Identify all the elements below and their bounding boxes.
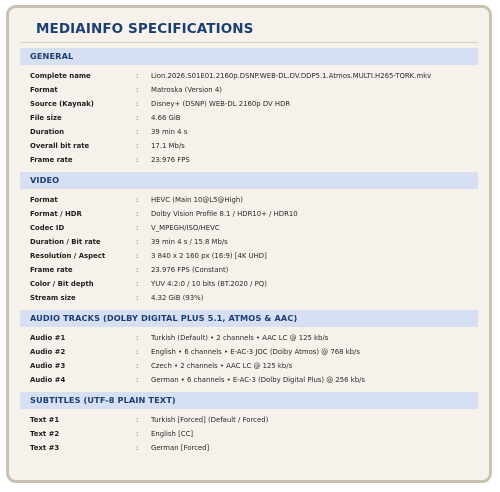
spec-value: 23.976 FPS — [151, 156, 190, 164]
spec-label: File size — [30, 114, 62, 122]
spec-row — [20, 291, 478, 305]
spec-value: V_MPEGH/ISO/HEVC — [151, 224, 220, 232]
spec-row — [20, 373, 478, 387]
spec-row — [20, 413, 478, 427]
spec-separator: : — [136, 224, 139, 232]
spec-value: 39 min 4 s / 15.8 Mb/s — [151, 238, 228, 246]
spec-separator: : — [136, 142, 139, 150]
spec-separator: : — [136, 362, 139, 370]
spec-row — [20, 83, 478, 97]
spec-separator: : — [136, 430, 139, 438]
spec-separator: : — [136, 114, 139, 122]
spec-row — [20, 139, 478, 153]
spec-label: Duration — [30, 128, 64, 136]
section-header: AUDIO TRACKS (DOLBY DIGITAL PLUS 5.1, ATMOS & AAC) — [20, 310, 478, 327]
title-divider — [20, 42, 478, 43]
spec-row — [20, 359, 478, 373]
spec-label: Audio #1 — [30, 334, 66, 342]
section-header: SUBTITLES (UTF-8 PLAIN TEXT) — [20, 392, 478, 409]
section-rows — [20, 65, 478, 167]
section-rows — [20, 189, 478, 305]
section-rows — [20, 327, 478, 387]
spec-value: YUV 4:2:0 / 10 bits (BT.2020 / PQ) — [151, 280, 267, 288]
spec-label: Source (Kaynak) — [30, 100, 94, 108]
spec-label: Text #3 — [30, 444, 60, 452]
spec-row — [20, 97, 478, 111]
spec-row — [20, 69, 478, 83]
spec-label: Stream size — [30, 294, 76, 302]
spec-row — [20, 277, 478, 291]
spec-label: Text #1 — [30, 416, 60, 424]
spec-row — [20, 125, 478, 139]
spec-value: Turkish [Forced] (Default / Forced) — [151, 416, 269, 424]
spec-row — [20, 193, 478, 207]
spec-separator: : — [136, 252, 139, 260]
spec-label: Frame rate — [30, 266, 73, 274]
section-general — [20, 48, 478, 167]
spec-row — [20, 207, 478, 221]
spec-label: Format / HDR — [30, 210, 82, 218]
spec-separator: : — [136, 280, 139, 288]
spec-row — [20, 345, 478, 359]
spec-separator: : — [136, 156, 139, 164]
spec-value: 3 840 x 2 160 px (16:9) [4K UHD] — [151, 252, 267, 260]
spec-row — [20, 235, 478, 249]
section-header: GENERAL — [20, 48, 478, 65]
spec-separator: : — [136, 72, 139, 80]
spec-label: Color / Bit depth — [30, 280, 94, 288]
spec-value: 17.1 Mb/s — [151, 142, 185, 150]
spec-separator: : — [136, 128, 139, 136]
spec-row — [20, 427, 478, 441]
spec-separator: : — [136, 210, 139, 218]
spec-label: Text #2 — [30, 430, 60, 438]
spec-row — [20, 221, 478, 235]
spec-separator: : — [136, 86, 139, 94]
spec-label: Codec ID — [30, 224, 65, 232]
sections-container — [20, 48, 478, 455]
spec-value: 23.976 FPS (Constant) — [151, 266, 229, 274]
spec-value: German [Forced] — [151, 444, 210, 452]
spec-separator: : — [136, 238, 139, 246]
spec-value: HEVC (Main 10@L5@High) — [151, 196, 243, 204]
spec-label: Audio #3 — [30, 362, 66, 370]
spec-separator: : — [136, 196, 139, 204]
spec-row — [20, 331, 478, 345]
spec-label: Format — [30, 86, 58, 94]
spec-label: Complete name — [30, 72, 91, 80]
page-title: MEDIAINFO SPECIFICATIONS — [36, 21, 254, 37]
spec-separator: : — [136, 334, 139, 342]
spec-value: Lion.2026.S01E01.2160p.DSNP.WEB-DL.DV.DDP5.1.Atmos.MULTI.H265-TORK.mkv — [151, 72, 432, 80]
spec-value: English • 6 channels • E-AC-3 JOC (Dolby Atmos) @ 768 kb/s — [151, 348, 360, 356]
section-video — [20, 172, 478, 305]
spec-value: Turkish (Default) • 2 channels • AAC LC @ 125 kb/s — [151, 334, 329, 342]
spec-row — [20, 249, 478, 263]
spec-value: 4.66 GiB — [151, 114, 181, 122]
spec-separator: : — [136, 444, 139, 452]
spec-row — [20, 263, 478, 277]
spec-row — [20, 153, 478, 167]
spec-row — [20, 111, 478, 125]
spec-value: 39 min 4 s — [151, 128, 188, 136]
spec-label: Audio #4 — [30, 376, 66, 384]
spec-separator: : — [136, 416, 139, 424]
spec-label: Duration / Bit rate — [30, 238, 101, 246]
spec-label: Format — [30, 196, 58, 204]
section-audio — [20, 310, 478, 387]
spec-value: Czech • 2 channels • AAC LC @ 125 kb/s — [151, 362, 293, 370]
spec-row — [20, 441, 478, 455]
spec-separator: : — [136, 376, 139, 384]
spec-value: Disney+ (DSNP) WEB-DL 2160p DV HDR — [151, 100, 291, 108]
spec-value: 4.32 GiB (93%) — [151, 294, 204, 302]
spec-value: German • 6 channels • E-AC-3 (Dolby Digital Plus) @ 256 kb/s — [151, 376, 365, 384]
spec-label: Audio #2 — [30, 348, 66, 356]
spec-value: English [CC] — [151, 430, 194, 438]
section-header: VIDEO — [20, 172, 478, 189]
mediainfo-card — [6, 5, 492, 483]
section-rows — [20, 409, 478, 455]
spec-separator: : — [136, 266, 139, 274]
spec-label: Overall bit rate — [30, 142, 90, 150]
spec-separator: : — [136, 100, 139, 108]
spec-label: Frame rate — [30, 156, 73, 164]
spec-value: Matroska (Version 4) — [151, 86, 222, 94]
spec-separator: : — [136, 348, 139, 356]
section-subtitles — [20, 392, 478, 455]
spec-value: Dolby Vision Profile 8.1 / HDR10+ / HDR10 — [151, 210, 298, 218]
spec-separator: : — [136, 294, 139, 302]
spec-label: Resolution / Aspect — [30, 252, 106, 260]
